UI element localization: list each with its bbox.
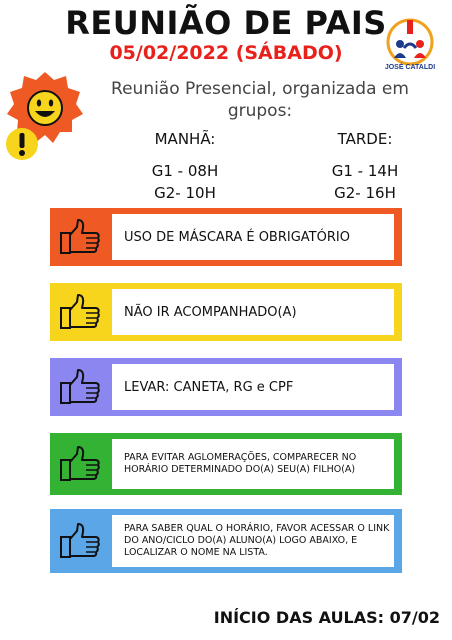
page-title: REUNIÃO DE PAIS	[65, 4, 387, 42]
card-schedule-link	[50, 509, 402, 573]
thumbs-up-icon	[58, 445, 102, 483]
morning-label: MANHÃ:	[154, 130, 216, 148]
thumbs-up-icon	[58, 218, 102, 256]
card-text: NÃO IR ACOMPANHADO(A)	[124, 304, 297, 320]
schedule-afternoon	[320, 130, 410, 206]
afternoon-group-2: G2- 16H	[334, 184, 396, 202]
afternoon-group-1: G1 - 14H	[331, 162, 399, 180]
logo-text: JOSÉ CATALDI	[384, 64, 436, 71]
classes-start: INÍCIO DAS AULAS: 07/02	[213, 608, 440, 627]
thumbs-up-icon	[58, 293, 102, 331]
schedule-morning	[140, 130, 230, 206]
thumbs-up-icon	[58, 368, 102, 406]
card-documents	[50, 358, 402, 416]
warning-icon	[4, 126, 40, 162]
meeting-date: 05/02/2022 (SÁBADO)	[109, 42, 343, 64]
afternoon-label: TARDE:	[337, 130, 393, 148]
morning-group-2: G2- 10H	[154, 184, 216, 202]
card-text: PARA EVITAR AGLOMERAÇÕES, COMPARECER NO HORÁRIO DETERMINADO DO(A) SEU(A) FILHO(A)	[124, 452, 357, 475]
intro-text: Reunião Presencial, organizada em grupos:	[111, 79, 409, 121]
morning-group-1: G1 - 08H	[151, 162, 219, 180]
card-text: LEVAR: CANETA, RG e CPF	[124, 379, 294, 395]
thumbs-up-icon	[58, 522, 102, 560]
card-text: USO DE MÁSCARA É OBRIGATÓRIO	[124, 229, 350, 245]
card-alone	[50, 283, 402, 341]
card-mask	[50, 208, 402, 266]
card-crowds	[50, 433, 402, 495]
card-text: PARA SABER QUAL O HORÁRIO, FAVOR ACESSAR O LINK DO ANO/CICLO DO(A) ALUNO(A) LOGO ABAIXO, E LOCALIZAR O NOME NA LISTA.	[124, 523, 390, 558]
